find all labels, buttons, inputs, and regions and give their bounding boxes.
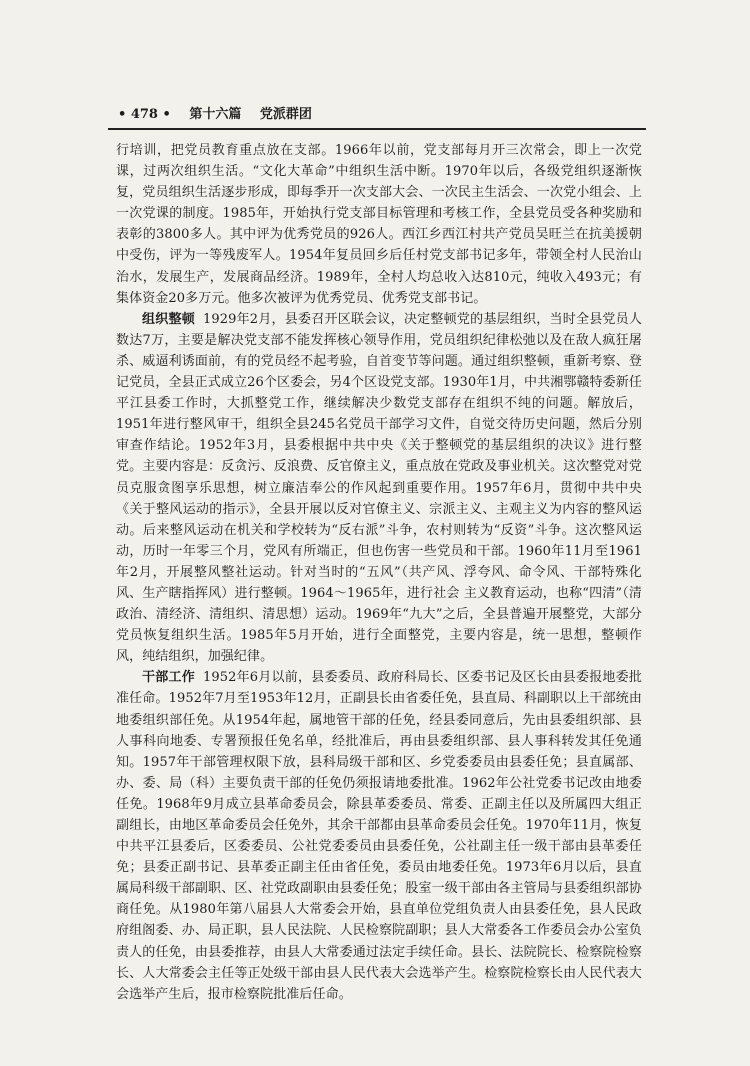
chapter-title: 党派群团 <box>259 107 312 122</box>
section-title-cadre: 干部工作 <box>142 670 195 686</box>
paragraph-cadre <box>116 667 642 1005</box>
chapter-label: 第十六篇 <box>189 107 242 122</box>
section-title-organization: 组织整顿 <box>142 311 195 327</box>
body-text <box>116 140 642 1005</box>
page-number: • 478 • <box>118 107 171 122</box>
header-rule <box>108 128 646 130</box>
page-header <box>118 103 638 122</box>
paragraph-cadre-text: 1952年6月以前，县委委员、政府科局长、区委书记及区长由县委报地委批准任命。1952年7月至1953年12月，正副县长由省委任免，县直局、科副职以上干部统由地委组织部任免。从1954年起，属地管干部的任免，经县委同意后，先由县委组织部、县人事科向地委、专署预报任免名单，经批准后，再由县委组织部、县人事科转发其任免通知。1957年干部管理权限下放，县科局级干部和区、乡党委委员由县委任免；县直属部、办、委、局（科）主要负责干部的任免仍须报请地委批准。1962年公社党委书记改由地委任免。1968年9月成立县革命委员会，除县革委委员、常委、正副主任以及所属四大组正副组长，由地区革命委员会任免外，其余干部都由县革命委员会任免。1970年11月，恢复中共平江县委后，区委委员、公社党委委员由县委任免，公社副主任一级干部由县革委任免；县委正副书记、县革委正副主任由省任免，委员由地委任免。1973年6月以后，县直属局科级干部副职、区、社党政副职由县委任免；股室一级干部由各主管局与县委组织部协商任免。从1980年第八届县人大常委会开始，县直单位党组负责人由县委任免，县人民政府组阁委、办、局正职，县人民法院、人民检察院副职；县人大常委各工作委员会办公室负责人的任免，由县委推荐，由县人大常委通过法定手续任命。县长、法院院长、检察院检察长、人大常委会主任等正处级干部由县人民代表大会选举产生。检察院检察长由人民代表大会选举产生后，报市检察院批准后任命。 <box>116 670 643 1002</box>
paragraph-training: 行培训，把党员教育重点放在支部。1966年以前，党支部每月开三次常会，即上一次党课，过两次组织生活。“文化大革命”中组织生活中断。1970年以后，各级党组织逐渐恢复，党员组织生活逐步形成，即每季开一次支部大会、一次民主生活会、一次党小组会、上一次党课的制度。1985年，开始执行党支部目标管理和考核工作，全县党员受各种奖励和表彰的3800多人。其中评为优秀党员的926人。西江乡西江村共产党员吴旺兰在抗美援朝中受伤，评为一等残废军人。1954年复员回乡后任村党支部书记多年，带领全村人民治山治水，发展生产，发展商品经济。1989年，全村人均总收入达810元，纯收入493元；有集体资金20多万元。他多次被评为优秀党员、优秀党支部书记。 <box>116 143 642 306</box>
paragraph-organization <box>116 309 642 668</box>
paragraph-organization-text: 1929年2月，县委召开区联会议，决定整顿党的基层组织，当时全县党员人数达7万，主要是解决党支部不能发挥核心领导作用，党员组织纪律松弛以及在敌人疯狂屠杀、威逼利诱面前，有的党员经不起考验，自首变节等问题。通过组织整顿，重新考察、登记党员，全县正式成立26个区委会，另4个区设党支部。1930年1月，中共湘鄂赣特委新任平江县委工作时，大抓整党工作，继续解决少数党支部存在组织不纯的问题。解放后，1951年进行整风审干，组织全县245名党员干部学习文件，自觉交待历史问题，然后分别审查作结论。1952年3月，县委根据中共中央《关于整顿党的基层组织的决议》进行整党。主要内容是：反贪污、反浪费、反官僚主义，重点放在党政及事业机关。这次整党对党员克服贪图享乐思想，树立廉洁奉公的作风起到重要作用。1957年6月，贯彻中共中央《关于整风运动的指示》，全县开展以反对官僚主义、宗派主义、主观主义为内容的整风运动。后来整风运动在机关和学校转为“反右派”斗争，农村则转为“反资”斗争。这次整风运动，历时一年零三个月，党风有所端正，但也伤害一些党员和干部。1960年11月至1961年2月，开展整风整社运动。针对当时的“五风”（共产风、浮夸风、命令风、干部特殊化风、生产瞎指挥风）进行整顿。1964～1965年，进行社会 主义教育运动，也称“四清”（清政治、清经济、清组织、清思想）运动。1969年“九大”之后，全县普遍开展整党，大部分党员恢复组织生活。1985年5月开始，进行全面整党，主要内容是，统一思想，整顿作风，纯结组织，加强纪律。 <box>116 311 643 665</box>
